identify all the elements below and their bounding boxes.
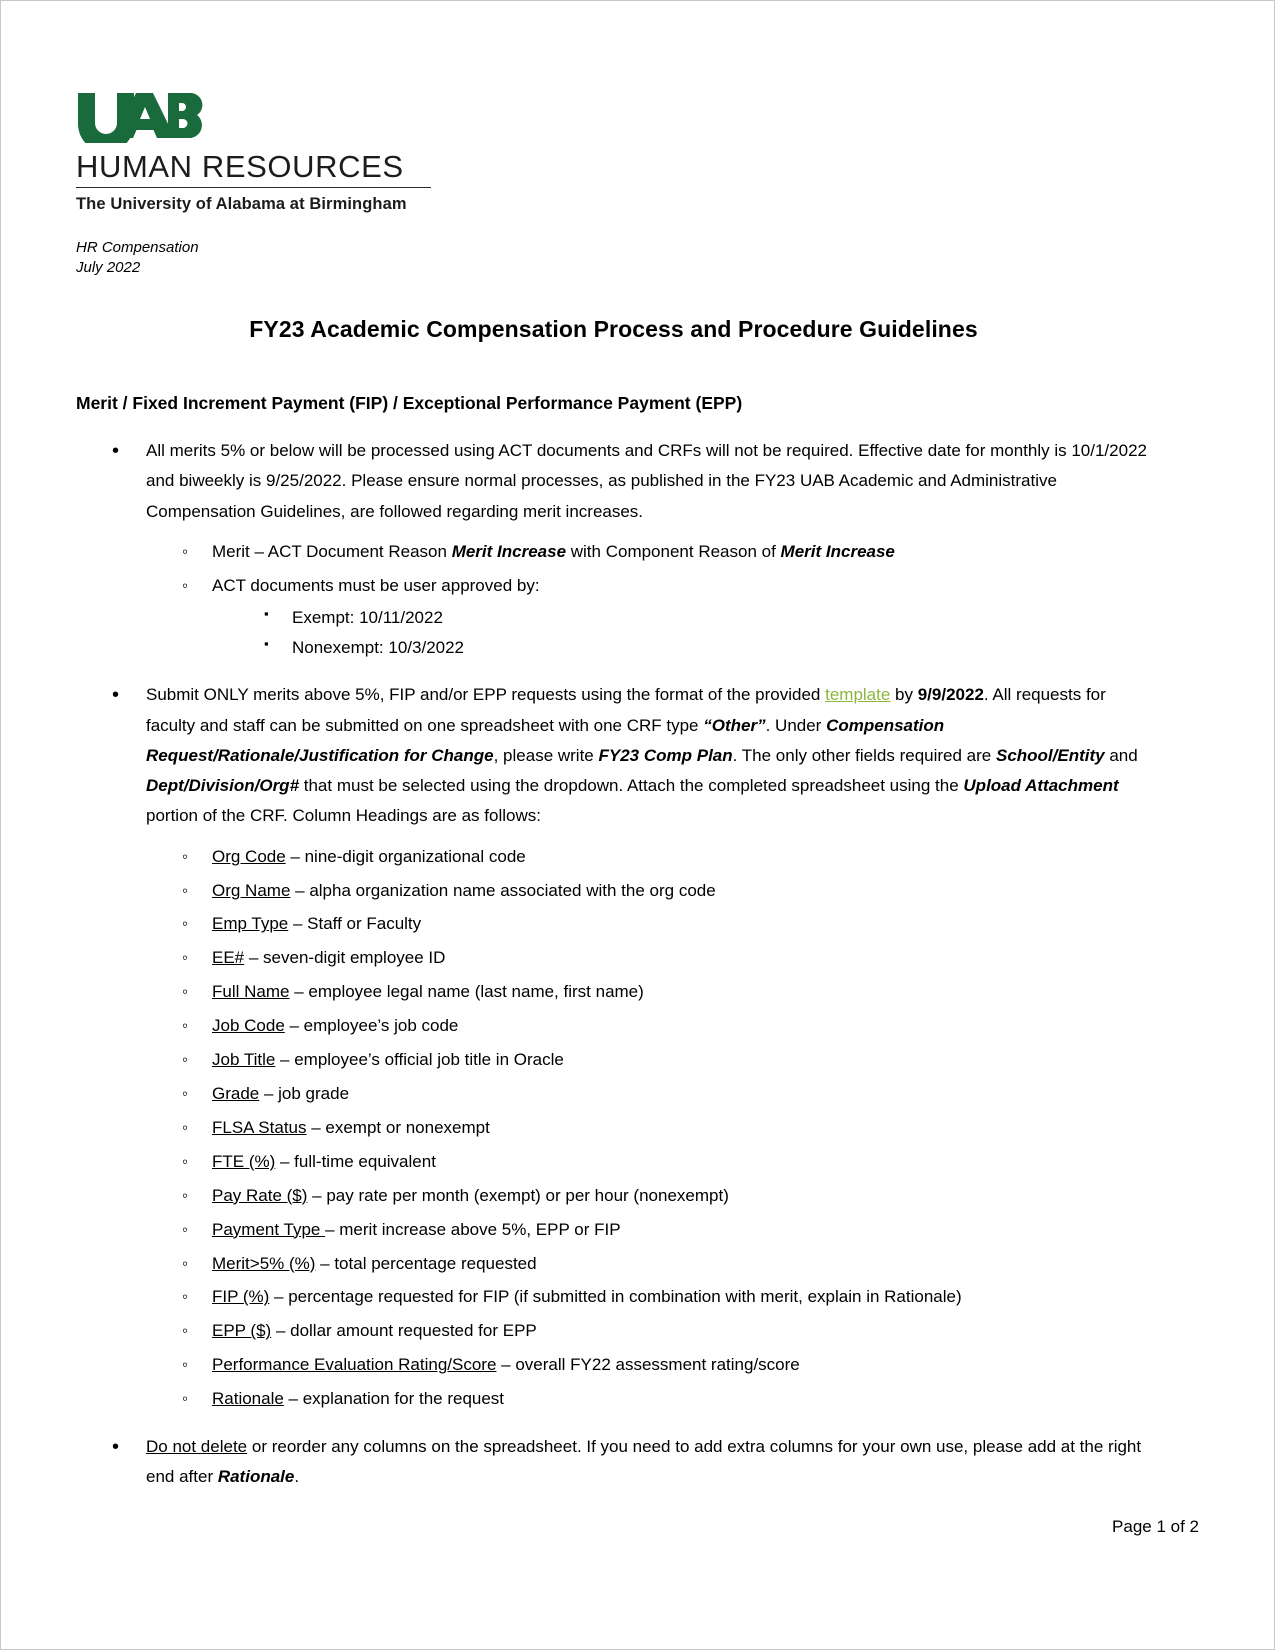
list-item (146, 876, 1151, 906)
column-desc: – overall FY22 assessment rating/score (496, 1355, 800, 1375)
column-term: Payment Type (212, 1219, 326, 1239)
submit-em-dept-division: Dept/Division/Org# (146, 776, 300, 796)
list-item (146, 1011, 1151, 1041)
column-headings-list (146, 842, 1151, 1414)
sub-merit-em2: Merit Increase (780, 541, 895, 561)
meta-date: July 2022 (76, 258, 141, 276)
do-not-delete-em-rationale: Rationale (217, 1467, 295, 1487)
template-link[interactable]: template (825, 685, 891, 705)
bullet-do-not-delete (76, 1432, 1151, 1493)
bullet-merit-processing-text: All merits 5% or below will be processed using ACT documents and CRFs will not be required. Effective date for monthly is 10/1/2022 and biweekly is 9/25/2022. Please ensure normal processes, as published in the FY23 UAB Academic and Administrative Compensation Guidelines, are followed regarding merit increases. (146, 441, 1147, 521)
list-item (146, 842, 1151, 872)
do-not-delete-emphasis: Do not delete (146, 1437, 248, 1457)
column-desc: – dollar amount requested for EPP (271, 1321, 537, 1341)
submit-em-other: “Other” (703, 715, 766, 735)
column-term: Rationale (212, 1389, 284, 1409)
sub-merit-em1: Merit Increase (451, 541, 567, 561)
column-desc: – total percentage requested (315, 1253, 537, 1273)
column-desc: – employee’s official job title in Oracle (275, 1050, 564, 1070)
approval-deadlines-list (212, 603, 1151, 663)
column-desc: – exempt or nonexempt (306, 1117, 490, 1137)
column-term: EE# (212, 948, 245, 968)
column-term: FTE (%) (212, 1151, 276, 1171)
submit-text-4: . Under (765, 715, 827, 735)
column-term: Org Code (212, 846, 286, 866)
column-term: Grade (212, 1084, 260, 1104)
column-term: EPP ($) (212, 1321, 272, 1341)
bullet-submit-requests (76, 680, 1151, 1414)
sub-act-approval-text: ACT documents must be user approved by: (212, 575, 540, 595)
section-heading: Merit / Fixed Increment Payment (FIP) / Exceptional Performance Payment (EPP) (76, 393, 743, 414)
submit-em-upload-attachment: Upload Attachment (963, 776, 1119, 796)
column-term: FIP (%) (212, 1287, 270, 1307)
column-desc: – pay rate per month (exempt) or per hour (nonexempt) (307, 1185, 729, 1205)
submit-text-3: . All requests for faculty and staff can be submitted on one spreadsheet with one CRF type (146, 685, 1106, 735)
column-desc: – employee’s job code (284, 1016, 459, 1036)
list-item (146, 1350, 1151, 1380)
uab-logo-icon (76, 91, 206, 143)
logo-org-line: HUMAN RESOURCES (76, 149, 404, 184)
list-item (146, 1249, 1151, 1279)
bullet-merit-processing (76, 436, 1151, 662)
submit-em-school-entity: School/Entity (995, 745, 1105, 765)
column-desc: – full-time equivalent (275, 1151, 436, 1171)
list-item (146, 977, 1151, 1007)
list-item (146, 1045, 1151, 1075)
submit-text-7: and (1104, 745, 1138, 765)
list-item (146, 1181, 1151, 1211)
submit-text-2: by (890, 685, 918, 705)
deadline-nonexempt: ▪ Nonexempt: 10/3/2022 (212, 633, 1151, 663)
list-item (146, 1079, 1151, 1109)
do-not-delete-text-2: . (294, 1467, 300, 1487)
column-desc: – job grade (259, 1084, 350, 1104)
column-desc: – alpha organization name associated with the org code (290, 880, 716, 900)
merit-sublist (146, 537, 1151, 663)
page-title: FY23 Academic Compensation Process and Procedure Guidelines (249, 316, 978, 343)
column-term: Job Code (212, 1016, 285, 1036)
list-item (146, 1147, 1151, 1177)
submit-due-date: 9/9/2022 (917, 685, 984, 705)
meta-department: HR Compensation (76, 238, 199, 256)
list-item (146, 1282, 1151, 1312)
column-desc: – Staff or Faculty (288, 914, 422, 934)
column-term: FLSA Status (212, 1117, 307, 1137)
do-not-delete-text-1: or reorder any columns on the spreadsheet. If you need to add extra columns for your own use, please add at the right end after (146, 1437, 1142, 1487)
list-item (146, 1215, 1151, 1245)
list-item (146, 1316, 1151, 1346)
page-footer: Page 1 of 2 (1112, 1517, 1199, 1536)
column-term: Pay Rate ($) (212, 1185, 308, 1205)
page-content (76, 91, 1151, 1511)
sub-act-approval (146, 571, 1151, 663)
submit-text-8: that must be selected using the dropdown. Attach the completed spreadsheet using the (299, 776, 964, 796)
logo-university-line: The University of Alabama at Birmingham (76, 194, 407, 213)
submit-text-5: , please write (493, 745, 599, 765)
list-item (146, 1113, 1151, 1143)
list-item (146, 1384, 1151, 1414)
column-term: Merit>5% (%) (212, 1253, 316, 1273)
deadline-exempt: ▪ Exempt: 10/11/2022 (212, 603, 1151, 633)
guidelines-list (76, 436, 1151, 1493)
column-desc: – merit increase above 5%, EPP or FIP (325, 1219, 621, 1239)
sub-merit-pre: Merit – ACT Document Reason (212, 541, 452, 561)
list-item (146, 943, 1151, 973)
list-item (146, 909, 1151, 939)
submit-text-1: Submit ONLY merits above 5%, FIP and/or EPP requests using the format of the provided (146, 685, 826, 705)
column-term: Full Name (212, 982, 290, 1002)
sub-merit-act-reason (146, 537, 1151, 567)
submit-em-comp-plan: FY23 Comp Plan (598, 745, 733, 765)
submit-em-comp-request: Compensation Request/Rationale/Justification for Change (146, 715, 945, 765)
sub-merit-mid: with Component Reason of (566, 541, 781, 561)
column-term: Org Name (212, 880, 291, 900)
column-desc: – seven-digit employee ID (244, 948, 446, 968)
column-desc: – explanation for the request (283, 1389, 505, 1409)
submit-text-9: portion of the CRF. Column Headings are as follows: (146, 806, 541, 826)
column-term: Emp Type (212, 914, 289, 934)
uab-hr-logo (76, 91, 1151, 214)
column-desc: – nine-digit organizational code (285, 846, 526, 866)
document-meta (76, 238, 1151, 279)
column-desc: – employee legal name (last name, first name) (289, 982, 644, 1002)
column-term: Job Title (212, 1050, 276, 1070)
submit-text-6: . The only other fields required are (732, 745, 996, 765)
logo-divider (76, 187, 431, 188)
column-desc: – percentage requested for FIP (if submitted in combination with merit, explain in Rationale) (269, 1287, 962, 1307)
column-term: Performance Evaluation Rating/Score (212, 1355, 497, 1375)
